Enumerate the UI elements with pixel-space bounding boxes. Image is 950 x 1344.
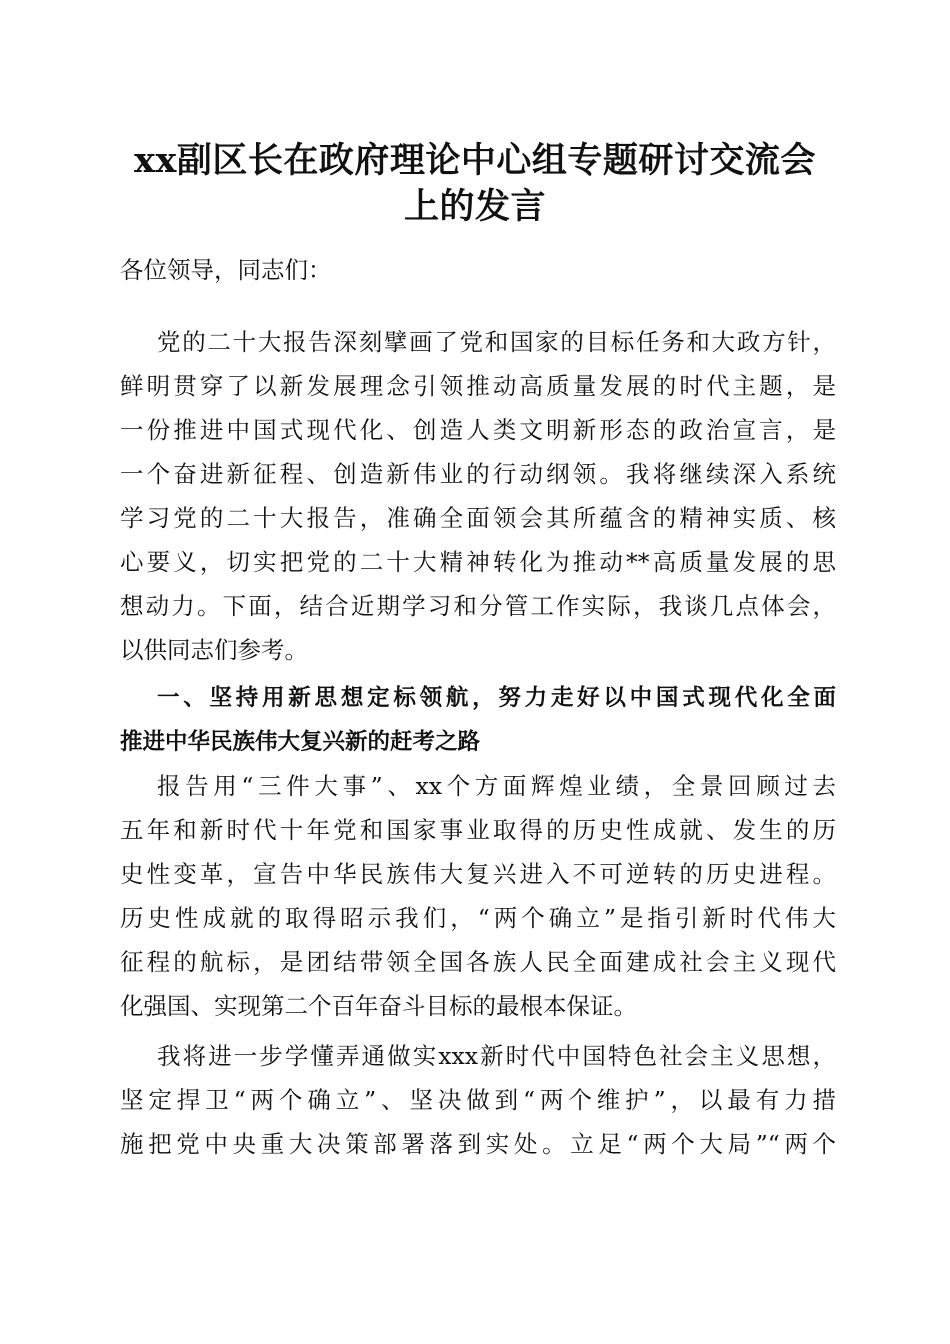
- document-title-line-2: 上的发言: [403, 186, 546, 227]
- paragraph-line: 想动力。下面，结合近期学习和分管工作实际，我谈几点体会，: [120, 592, 836, 620]
- paragraph-line: 一份推进中国式现代化、创造人类文明新形态的政治宣言，是: [120, 416, 836, 444]
- paragraph-line: 以供同志们参考。: [120, 636, 308, 664]
- paragraph-line: 心要义，切实把党的二十大精神转化为推动**高质量发展的思: [120, 548, 836, 576]
- paragraph-line: 我将进一步学懂弄通做实xxx新时代中国特色社会主义思想，: [157, 1042, 836, 1070]
- paragraph-line: 一个奋进新征程、创造新伟业的行动纲领。我将继续深入系统: [120, 460, 836, 488]
- paragraph-line: 历史性成就的取得昭示我们，“两个确立”是指引新时代伟大: [120, 904, 836, 932]
- paragraph-line: 鲜明贯穿了以新发展理念引领推动高质量发展的时代主题，是: [120, 372, 836, 400]
- paragraph-line: 施把党中央重大决策部署落到实处。立足“两个大局”“两个: [120, 1130, 836, 1158]
- salutation: 各位领导，同志们：: [120, 256, 332, 284]
- section-heading-line-2: 推进中华民族伟大复兴新的赶考之路: [120, 729, 481, 755]
- paragraph-line: 学习党的二十大报告，准确全面领会其所蕴含的精神实质、核: [120, 504, 836, 532]
- document-title-line-1: xx副区长在政府理论中心组专题研讨交流会: [134, 140, 816, 181]
- paragraph-line: 坚定捍卫“两个确立”、坚决做到“两个维护”，以最有力措: [120, 1086, 836, 1114]
- paragraph-line: 史性变革，宣告中华民族伟大复兴进入不可逆转的历史进程。: [120, 860, 836, 888]
- paragraph-line: 党的二十大报告深刻擘画了党和国家的目标任务和大政方针，: [157, 328, 836, 356]
- paragraph-line: 化强国、实现第二个百年奋斗目标的最根本保证。: [120, 992, 637, 1020]
- paragraph-line: 征程的航标，是团结带领全国各族人民全面建成社会主义现代: [120, 948, 836, 976]
- paragraph-line: 报告用“三件大事”、xx个方面辉煌业绩，全景回顾过去: [157, 772, 836, 800]
- section-heading-line-1: 一、坚持用新思想定标领航，努力走好以中国式现代化全面: [157, 685, 836, 711]
- paragraph-line: 五年和新时代十年党和国家事业取得的历史性成就、发生的历: [120, 816, 836, 844]
